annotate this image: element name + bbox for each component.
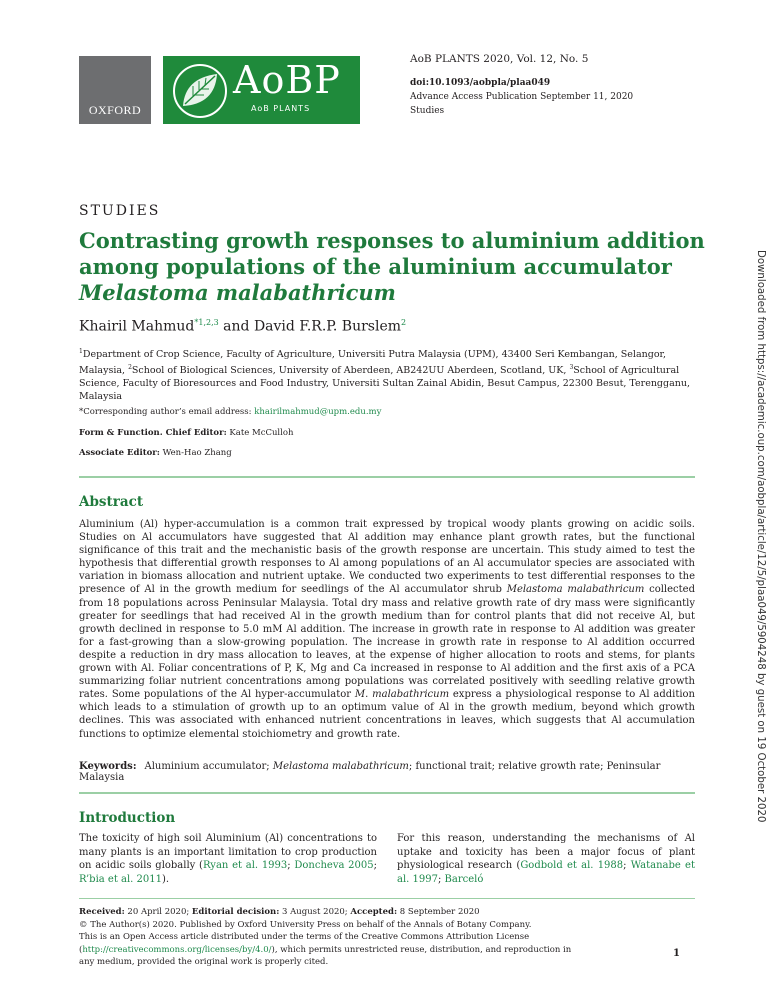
- introduction-left-text: The toxicity of high soil Aluminium (Al) concentrations to many plants is an important limitation to crop production on acidic soils globally (: [79, 833, 377, 871]
- abstract-species-1: Melastoma malabathricum: [506, 584, 645, 596]
- article-dates: [79, 906, 599, 919]
- title-line-1: Contrasting growth responses to aluminium addition: [79, 228, 705, 253]
- license-line-2: (http://creativecommons.org/licenses/by/4.0/), which permits unrestricted reuse, distribution, and reproduction in: [79, 944, 572, 955]
- citation-link[interactable]: Doncheva 2005: [294, 860, 374, 871]
- author-1[interactable]: Khairil Mahmud: [79, 318, 195, 335]
- journal-info: [410, 52, 710, 118]
- advance-access-date: Advance Access Publication September 11, 2020: [410, 92, 634, 102]
- keywords-label: Keywords:: [79, 761, 137, 772]
- introduction-right-text: For this reason, understanding the mechanisms of Al uptake and toxicity has been a major focus of plant physiological research (: [397, 833, 695, 871]
- title-line-3: Melastoma malabathricum: [79, 280, 396, 305]
- license-line-3: any medium, provided the original work is properly cited.: [79, 957, 329, 967]
- received-date: 20 April 2020;: [124, 907, 192, 917]
- article-footer: [79, 906, 599, 969]
- correspondence: [79, 407, 381, 417]
- citation-link[interactable]: Ryan et al. 1993: [202, 860, 288, 871]
- keyword-1: Aluminium accumulator;: [144, 761, 273, 772]
- affiliation-3: School of Agricultural Science, Faculty of Bioresources and Food Industry, Universiti Sultan Zainal Abidin, Besut Campus, 22300 Besut, Terengganu, Malaysia: [79, 365, 691, 403]
- author-1-affiliations[interactable]: *1,2,3: [194, 318, 219, 327]
- chief-editor-name: Kate McCulloh: [226, 428, 294, 438]
- footer-divider: [79, 898, 695, 899]
- affiliation-1: Department of Crop Science, Faculty of Agriculture, Universiti Putra Malaysia (UPM), 43400 Seri Kembangan, Selangor, Malaysia,: [79, 349, 667, 377]
- author-2-affiliations[interactable]: 2: [401, 318, 407, 327]
- introduction-column-left: The toxicity of high soil Aluminium (Al) concentrations to many plants is an important limitation to crop production on acidic soils globally (Ryan et al. 1993; Doncheva 2005; R’bia et al. 2011).: [79, 833, 377, 885]
- oxford-logo: [79, 56, 151, 124]
- keyword-3: ; functional trait; relative growth rate; Peninsular Malaysia: [79, 761, 661, 783]
- keyword-2: Melastoma malabathricum: [272, 761, 409, 772]
- introduction-column-right: For this reason, understanding the mechanisms of Al uptake and toxicity has been a major focus of plant physiological research (Godbold et al. 1988; Watanabe et al. 1997; Barceló: [397, 833, 695, 885]
- abstract-text: [79, 518, 695, 741]
- aobp-logo: [163, 56, 360, 124]
- journal-reference: AoB PLANTS 2020, Vol. 12, No. 5: [410, 53, 589, 65]
- correspondence-label: *Corresponding author’s email address:: [79, 407, 255, 417]
- citation-link[interactable]: Barceló: [444, 873, 484, 885]
- download-side-note: [752, 250, 772, 823]
- author-connector: and: [218, 318, 254, 335]
- article-title: [79, 228, 719, 306]
- license-link[interactable]: http://creativecommons.org/licenses/by/4.0/: [82, 944, 272, 955]
- chief-editor-label: Form & Function. Chief Editor:: [79, 428, 227, 438]
- divider: [79, 792, 695, 794]
- abstract-part-2: collected from 18 populations across Peninsular Malaysia. Total dry mass and relative growth rate of dry mass were significantly greater for seedlings that had received Al in the growth medium than for control plants that did not receive Al, but growth declined in response to 5.0 mM Al addition. The increase in growth rate in response to Al addition was greater for a fast-growing than a slow-growing population. The increase in growth rate in response to Al addition occurred despite a reduction in dry mass allocation to leaves, at the expense of higher allocation to roots and stems, for plants grown with Al. Foliar concentrations of P, K, Mg and Ca increased in response to Al addition and the first axis of a PCA summarizing foliar nutrient concentrations among populations was correlated positively with seedling relative growth rates. Some populations of the Al hyper-accumulator: [79, 584, 695, 701]
- citation-link[interactable]: Godbold et al. 1988: [520, 860, 624, 871]
- copyright-notice: © The Author(s) 2020. Published by Oxford University Press on behalf of the Annals of Botany Company.: [79, 919, 532, 930]
- associate-editor-label: Associate Editor:: [79, 448, 160, 458]
- license-line-1: This is an Open Access article distributed under the terms of the Creative Commons Attribution License: [79, 932, 530, 942]
- citation-link[interactable]: Watanabe et al. 1997: [397, 860, 695, 885]
- doi-link[interactable]: doi:10.1093/aobpla/plaa049: [410, 78, 551, 88]
- decision-label: Editorial decision:: [191, 907, 280, 917]
- citation-link[interactable]: R’bia et al. 2011: [79, 873, 162, 885]
- journal-logo-subtitle: AoB PLANTS: [251, 104, 311, 113]
- divider: [79, 476, 695, 478]
- title-line-2: among populations of the aluminium accumulator: [79, 254, 672, 279]
- accepted-date: 8 September 2020: [397, 907, 480, 917]
- section-label: STUDIES: [79, 203, 161, 219]
- oxford-logo-text: OXFORD: [88, 103, 142, 117]
- license-line-2-text: ), which permits unrestricted reuse, distribution, and reproduction in: [271, 944, 572, 955]
- journal-logo-title: AoBP: [233, 58, 341, 102]
- decision-date: 3 August 2020;: [279, 907, 351, 917]
- affiliations: $^1$Department of Crop Science, Faculty of Agriculture, Universiti Putra Malaysia (UPM), 43400 Seri Kembangan, Selangor, Malaysia, $^2$School of Biological Sciences, University of Aberdeen, AB242UU Aberdeen, Scotland, UK, $^3$School of Agricultural Science, Faculty of Bioresources and Food Industry, Universiti Sultan Zainal Abidin, Besut Campus, 22300 Besut, Terengganu, Malaysia: [79, 348, 691, 403]
- abstract-part-1: Aluminium (Al) hyper-accumulation is a common trait expressed by tropical woody plants growing on acidic soils. Studies on Al accumulators have suggested that Al addition may enhance plant growth rates, but the functional significance of this trait and the mechanistic basis of the growth response are uncertain. This study aimed to test the hypothesis that differential growth responses to Al among populations of an Al accumulator species are associated with variation in biomass allocation and nutrient uptake. We conducted two experiments to test differential responses to the presence of Al in the growth medium for seedlings of the Al accumulator shrub: [79, 519, 695, 596]
- author-list: [79, 318, 406, 335]
- accepted-label: Accepted:: [350, 907, 398, 917]
- abstract-species-2: M. malabathricum: [354, 689, 450, 701]
- chief-editor: [79, 428, 293, 438]
- abstract-part-3: express a physiological response to Al addition which leads to a stimulation of growth up to an optimum value of Al in the growth medium, beyond which growth declines. This was associated with enhanced nutrient concentrations in leaves, which suggests that Al accumulation functions to optimize elemental stoichiometry and growth rate.: [79, 689, 695, 740]
- associate-editor: [79, 448, 232, 458]
- download-side-note-text: Downloaded from https://academic.oup.com/aobpla/article/12/5/plaa049/5904248 by guest on 19 October 2020: [755, 250, 766, 823]
- associate-editor-name: Wen-Hao Zhang: [159, 448, 232, 458]
- page-number: 1: [673, 948, 680, 959]
- article-type: Studies: [410, 106, 445, 116]
- correspondence-email[interactable]: khairilmahmud@upm.edu.my: [254, 407, 382, 417]
- received-label: Received:: [79, 907, 125, 917]
- keywords: [79, 761, 695, 783]
- affiliation-2: School of Biological Sciences, University of Aberdeen, AB242UU Aberdeen, Scotland, UK,: [131, 365, 570, 377]
- introduction-heading: Introduction: [79, 810, 176, 826]
- leaf-icon: [171, 62, 229, 120]
- author-2[interactable]: David F.R.P. Burslem: [253, 318, 402, 335]
- abstract-heading: Abstract: [79, 494, 144, 510]
